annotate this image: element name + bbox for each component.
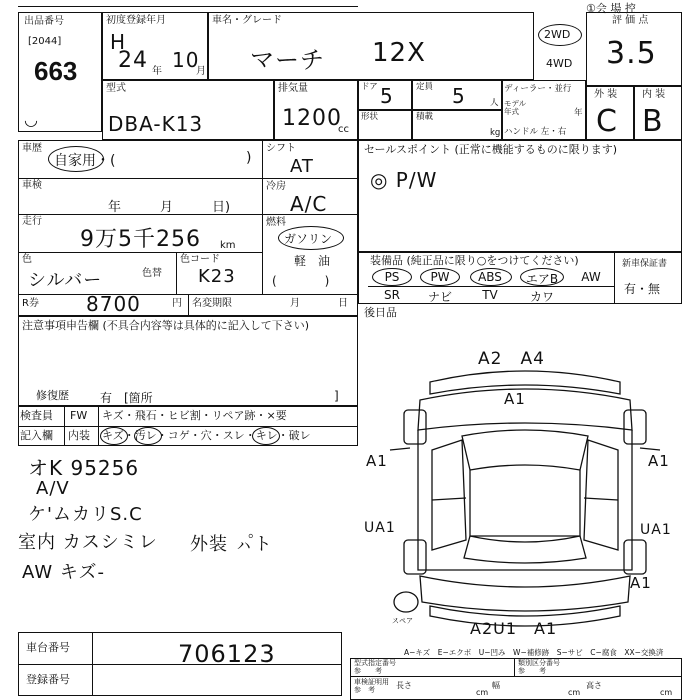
interior-kizu-circle: [100, 427, 128, 445]
fuel-paren: ( ): [272, 274, 330, 288]
shape-label: 形状: [361, 112, 379, 122]
displacement-label: 排気量: [278, 83, 308, 94]
left-door-split: [432, 498, 466, 500]
repair-label: 修復歴: [36, 389, 69, 402]
model-year-label: モデル 年式: [504, 99, 527, 116]
new-guarantee-label: 新車保証書: [622, 259, 668, 269]
reg-label: 登録番号: [26, 673, 70, 686]
expiry-month-unit: 月: [290, 298, 300, 309]
row-line-1: [18, 178, 262, 179]
ac-label: 冷房: [266, 181, 286, 192]
inspector-div1: [64, 406, 65, 446]
airbag-circle: [520, 268, 564, 286]
first-reg-label: 初度登録年月: [106, 15, 166, 26]
mileage-unit: km: [220, 240, 236, 251]
expiry-day-unit: 日: [338, 298, 348, 309]
equip-sr: SR: [384, 288, 400, 302]
roof: [470, 470, 580, 536]
interior-items: キズ・汚レ・コゲ・穴・スレ・キレ・破レ: [102, 429, 311, 442]
history-close: ): [246, 150, 252, 166]
first-reg-era: H: [110, 30, 127, 54]
windshield: [462, 430, 588, 470]
inspector-mid: [18, 426, 358, 427]
note-line-1: オK 95256: [28, 456, 140, 480]
diag-inner-top: A1: [504, 390, 526, 408]
exterior-grade: C: [596, 104, 618, 139]
equip-airbag: エアB: [525, 272, 559, 286]
interior-dirt-circle: [134, 427, 162, 445]
diag-left-mid: A1: [366, 452, 388, 470]
model-year-unit: 年: [574, 108, 583, 118]
history-circle: [48, 146, 104, 172]
diag-left-low: UA1: [364, 520, 396, 536]
left-mirror: [390, 448, 410, 450]
mileage-label: 走行: [22, 216, 42, 227]
color-code-value: K23: [198, 266, 236, 287]
guarantee-value: 有・無: [624, 282, 661, 296]
repair-value: 有 [箇所: [100, 391, 153, 405]
equip-ps: PS: [384, 270, 400, 284]
doors-label: ドア: [361, 82, 378, 92]
equip-leather: カワ: [529, 290, 554, 304]
first-reg-year: 24: [118, 48, 148, 73]
inspection-fields: 年 月 日): [108, 200, 231, 215]
equip-tv: TV: [482, 288, 498, 302]
dealer-label: ディーラー・並行: [504, 84, 572, 94]
load-label: 積載: [416, 112, 434, 122]
displacement-value: 1200: [282, 106, 342, 131]
first-reg-month: 10: [172, 48, 200, 72]
handle-label: ハンドル 左・右: [504, 127, 567, 137]
fuel-label: 燃料: [266, 217, 286, 228]
front-left-wheel: [404, 410, 426, 444]
equipment-mid: [368, 286, 614, 287]
color-change-label: 色替: [142, 268, 162, 279]
note-line-5: 外装 ㇵ゚ト: [190, 534, 273, 555]
diag-right-mid: A1: [648, 452, 670, 470]
diag-right-low: UA1: [640, 522, 672, 538]
lot-mark: ◡: [24, 110, 38, 129]
equip-aw: AW: [581, 270, 601, 284]
history-label: 車歴: [22, 143, 42, 154]
inspector-div2: [98, 406, 99, 446]
month-unit: 月: [196, 66, 206, 77]
type-cert-label: 型式指定番号 参 考: [354, 659, 396, 675]
note-line-4: 室内 カスシミレ: [18, 532, 158, 553]
shift-label: シフト: [266, 143, 296, 154]
interior-grade: B: [642, 104, 664, 139]
lot-sub: [2044]: [28, 36, 62, 47]
fw-label: FW: [70, 409, 88, 422]
repair-close: ]: [334, 389, 339, 403]
exterior-label: 外 装: [594, 89, 618, 100]
chassis-label: 車台番号: [26, 641, 70, 654]
damage-legend: A−キズ E−エクボ U−凹み W−補修跡 S−サビ C−腐食 XX−交換済: [404, 648, 664, 657]
selling-points-value: ◎ P/W: [370, 168, 438, 192]
caution-label: 注意事項申告欄 (不具合内容等は具体的に記入して下さい): [22, 319, 310, 332]
right-door-split: [584, 498, 618, 500]
history-divider: [262, 140, 263, 294]
seats-unit: 人: [490, 98, 499, 108]
chassis-value: 706123: [178, 640, 276, 668]
pw-circle: [420, 268, 460, 286]
trunk: [420, 576, 630, 611]
row-line-1b: [262, 178, 358, 179]
drive-4wd: 4WD: [546, 57, 573, 70]
rear-window: [464, 536, 586, 563]
fuel-diesel: 軽 油: [294, 254, 331, 268]
height-label: 高さ: [586, 681, 602, 690]
ps-circle: [372, 268, 412, 286]
interior-wear-circle: [252, 427, 280, 445]
color-value: シルバー: [28, 270, 103, 291]
length-unit: cm: [476, 688, 489, 697]
color-code-label: 色コード: [180, 254, 220, 265]
left-door: [432, 440, 466, 550]
right-door: [584, 440, 618, 550]
score-value: 3.5: [606, 36, 657, 71]
note-line-3: ケ'ムカリS.C: [28, 504, 143, 525]
inspection-label: 車検: [22, 180, 42, 191]
model-label: 型式: [106, 83, 126, 94]
inspector-label: 検査員: [20, 409, 53, 422]
lot-label: 出品番号: [24, 16, 64, 27]
mileage-value: 9万5千256: [80, 227, 201, 252]
equipment-label: 装備品 (純正品に限り○をつけてください): [370, 254, 579, 267]
car-name: マーチ: [250, 46, 325, 74]
note-line-6: AW キズ-: [22, 562, 105, 583]
recycle-label: R券: [22, 298, 39, 309]
score-label: 評 価 点: [612, 15, 649, 26]
diag-top-marks: A2 A4: [478, 349, 545, 369]
shift-value: AT: [290, 156, 314, 177]
note-line-2: A/V: [36, 478, 70, 499]
class-label: 類別区分番号 参 考: [518, 659, 560, 675]
fw-items: キズ・飛石・ヒビ割・リペア跡・×要: [102, 409, 287, 422]
rear-right-wheel: [624, 540, 646, 574]
drive-2wd: 2WD: [544, 28, 571, 41]
width-label: 幅: [492, 681, 500, 690]
fuel-value: ガソリン: [284, 232, 333, 246]
footer-right-div: [514, 658, 515, 676]
equip-navi: ナビ: [427, 290, 452, 304]
rear-left-wheel: [404, 540, 426, 574]
doors-value: 5: [380, 84, 394, 108]
selling-points-label: セールスポイント (正常に機能するものに限ります): [364, 143, 618, 156]
spare-label: スペア: [392, 617, 413, 625]
seats-label: 定員: [416, 82, 434, 92]
after-label: 後日品: [364, 306, 397, 319]
selling-points-box: [358, 140, 682, 252]
width-unit: cm: [568, 688, 581, 697]
year-unit: 年: [152, 66, 162, 77]
equip-abs: ABS: [478, 270, 502, 284]
venue-label: ①会 場 控: [586, 2, 636, 15]
footer-right-mid: [350, 676, 682, 677]
model-value: DBA-K13: [108, 112, 204, 136]
length-label: 長さ: [396, 681, 412, 690]
top-border: [18, 6, 358, 7]
guarantee-divider: [614, 252, 615, 304]
equip-pw: PW: [430, 270, 450, 284]
recycle-divider: [188, 294, 189, 316]
spare-tire-icon: [394, 592, 418, 612]
color-label: 色: [22, 254, 32, 265]
notation-label: 記入欄: [20, 429, 53, 442]
interior-note-label: 内装: [68, 429, 90, 442]
interior-label: 内 装: [642, 89, 666, 100]
diag-right-bottom: A1: [630, 574, 652, 592]
reg-cert-label: 車検証明用 参 考: [354, 678, 389, 694]
recycle-value: 8700: [86, 292, 141, 316]
displacement-unit: cc: [338, 124, 349, 135]
load-unit: kg: [490, 128, 501, 138]
history-value: 自家用・(: [54, 153, 116, 169]
ac-value: A/C: [290, 192, 328, 216]
color-divider: [176, 252, 177, 294]
height-unit: cm: [660, 688, 673, 697]
diag-bottom-marks: A2U1 A1: [470, 619, 558, 638]
footer-div: [92, 632, 93, 696]
car-name-label: 車名・グレード: [212, 15, 282, 26]
body-outline: [418, 430, 632, 570]
car-diagram: [370, 340, 680, 640]
front-right-wheel: [624, 410, 646, 444]
seats-value: 5: [452, 84, 466, 108]
lot-number: 663: [34, 56, 78, 86]
name-expiry-label: 名変期限: [192, 298, 232, 309]
footer-right-box: [350, 658, 682, 700]
right-mirror: [640, 448, 660, 450]
recycle-unit: 円: [172, 298, 182, 309]
grade: 12X: [372, 38, 426, 68]
abs-circle: [470, 268, 512, 286]
